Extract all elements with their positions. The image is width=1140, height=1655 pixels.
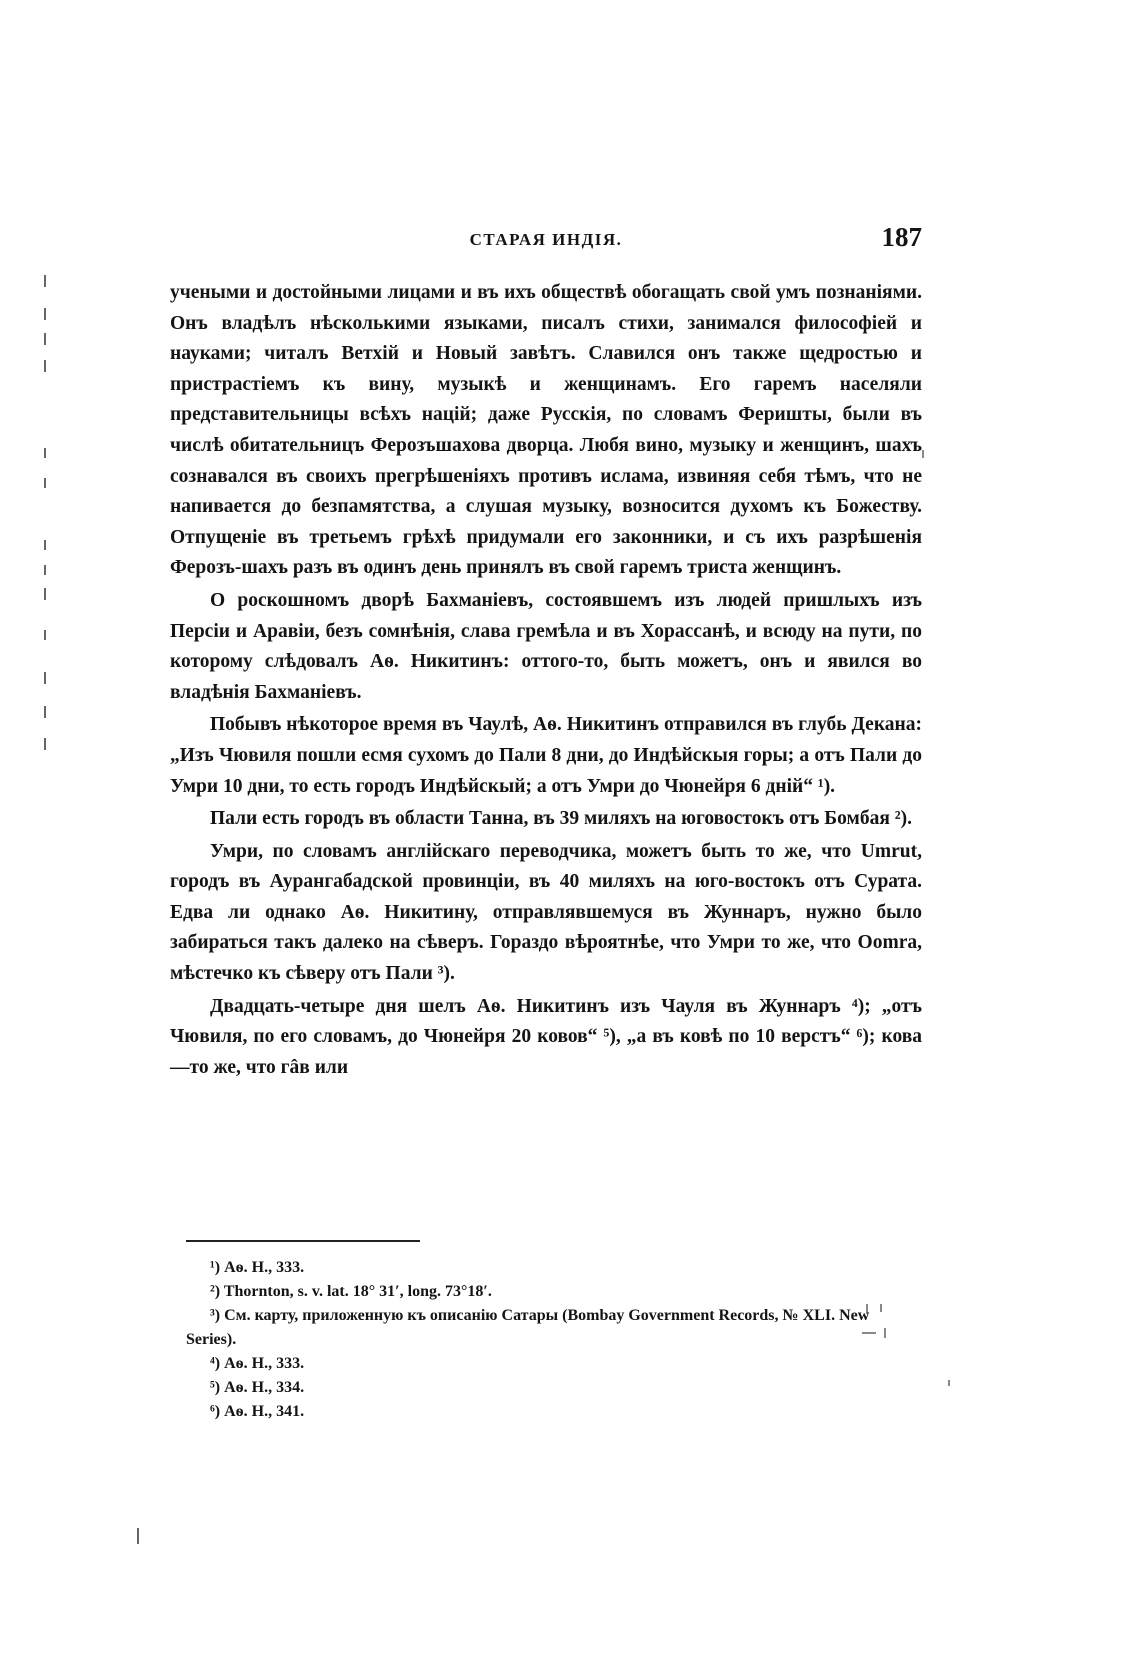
footnote-divider: [186, 1240, 420, 1242]
scan-margin-mark: [137, 1528, 139, 1544]
scan-speck: [922, 450, 924, 458]
paragraph: учеными и достойными лицами и въ ихъ обществѣ обогащать свой умъ познаніями. Онъ владѣлъ нѣсколькими языками, писалъ стихи, занимался философіей и науками; читалъ Ветхій и Новый завѣтъ. Славился онъ также щедростью и пристрастіемъ къ вину, музыкѣ и женщинамъ. Его гаремъ населяли представительницы всѣхъ націй; даже Русскія, по словамъ Феришты, были въ числѣ обитательницъ Ферозъшахова дворца. Любя вино, музыку и женщинъ, шахъ сознавался въ своихъ прегрѣшеніяхъ противъ ислама, извиняя себя тѣмъ, что не напивается до безпамятства, а слушая музыку, возносится духомъ къ Божеству. Отпущеніе въ третьемъ грѣхѣ придумали его законники, и съ ихъ разрѣшенія Ферозъ-шахъ разъ въ одинъ день принялъ въ свой гаремъ триста женщинъ.: [170, 282, 922, 579]
footnote-mark: ⁶): [210, 1403, 221, 1420]
footnote: [186, 1352, 922, 1376]
footnote-mark: ²): [210, 1283, 221, 1300]
footnote: [186, 1280, 922, 1304]
scan-margin-mark: [44, 448, 46, 458]
scan-margin-mark: [44, 738, 46, 750]
paragraph: Двадцать-четыре дня шелъ Аѳ. Никитинъ изъ Чауля въ Жуннаръ ⁴); „отъ Чювиля, по его словамъ, до Чюнейря 20 ковов“ ⁵), „а въ ковѣ по 10 верстъ“ ⁶); кова—то же, что гâв или: [170, 995, 922, 1078]
scan-margin-mark: [44, 478, 46, 488]
page-number: 187: [881, 222, 922, 252]
scan-margin-mark: [44, 333, 46, 345]
scan-margin-mark: [44, 630, 46, 640]
footnote: [186, 1256, 922, 1280]
paragraph: Побывъ нѣкоторое время въ Чаулѣ, Аѳ. Никитинъ отправился въ глубь Декана: „Изъ Чювиля пошли есмя сухомъ до Пали 8 дни, до Индѣйскыя горы; а отъ Пали до Умри 10 дни, то есть городъ Индѣйскый; а отъ Умри до Чюнейря 6 дній“ ¹).: [170, 714, 922, 797]
scan-margin-mark: [44, 275, 46, 287]
footnote-text: Аѳ. Н., 333.: [224, 1355, 305, 1372]
scan-margin-mark: [44, 308, 46, 320]
footnote-mark: ⁵): [210, 1379, 221, 1396]
footnote-text: См. карту, приложенную къ описанію Сатары (Bombay Government Records, № XLI. New Series).: [186, 1307, 870, 1348]
footnote-mark: ³): [210, 1307, 221, 1324]
footnote-text: Аѳ. Н., 333.: [224, 1259, 305, 1276]
paragraph: О роскошномъ дворѣ Бахманіевъ, состоявшемъ изъ людей пришлыхъ изъ Персіи и Аравіи, безъ сомнѣнія, слава гремѣла и въ Хорассанѣ, и всюду на пути, по которому слѣдовалъ Аѳ. Никитинъ: оттого-то, быть можетъ, онъ и явился во владѣнія Бахманіевъ.: [170, 589, 922, 703]
footnote-text: Аѳ. Н., 334.: [224, 1379, 305, 1396]
footnote: [186, 1376, 922, 1400]
paragraph: Умри, по словамъ англійскаго переводчика, можетъ быть то же, что Umrut, городъ въ Аурангабадской провинціи, въ 40 миляхъ на юго-востокъ отъ Сурата. Едва ли однако Аѳ. Никитину, отправлявшемуся въ Жуннаръ, нужно было забираться такъ далеко на сѣверъ. Гораздо вѣроятнѣе, что Умри то же, что Oomra, мѣстечко къ сѣверу отъ Пали ³).: [170, 840, 922, 985]
scan-margin-mark: [44, 706, 46, 718]
scan-margin-mark: [44, 360, 46, 372]
page-header: [170, 222, 922, 262]
scan-speck: [948, 1380, 950, 1386]
running-title: СТАРАЯ ИНДІЯ.: [469, 230, 623, 249]
footnote: [186, 1400, 922, 1424]
scan-margin-mark: [44, 588, 46, 600]
footnote-text: Thornton, s. v. lat. 18° 31′, long. 73°18′.: [223, 1283, 492, 1300]
paragraph: Пали есть городъ въ области Танна, въ 39 миляхъ на юговостокъ отъ Бомбая ²).: [210, 808, 912, 830]
body-text: [170, 278, 922, 1085]
footnote-mark: ¹): [210, 1259, 221, 1276]
footnote-mark: ⁴): [210, 1355, 221, 1372]
scan-margin-mark: [44, 672, 46, 684]
footnote: [186, 1304, 922, 1352]
scan-margin-mark: [44, 565, 46, 575]
scan-margin-mark: [44, 540, 46, 550]
footnote-text: Аѳ. Н., 341.: [224, 1403, 305, 1420]
footnotes: [186, 1256, 922, 1424]
